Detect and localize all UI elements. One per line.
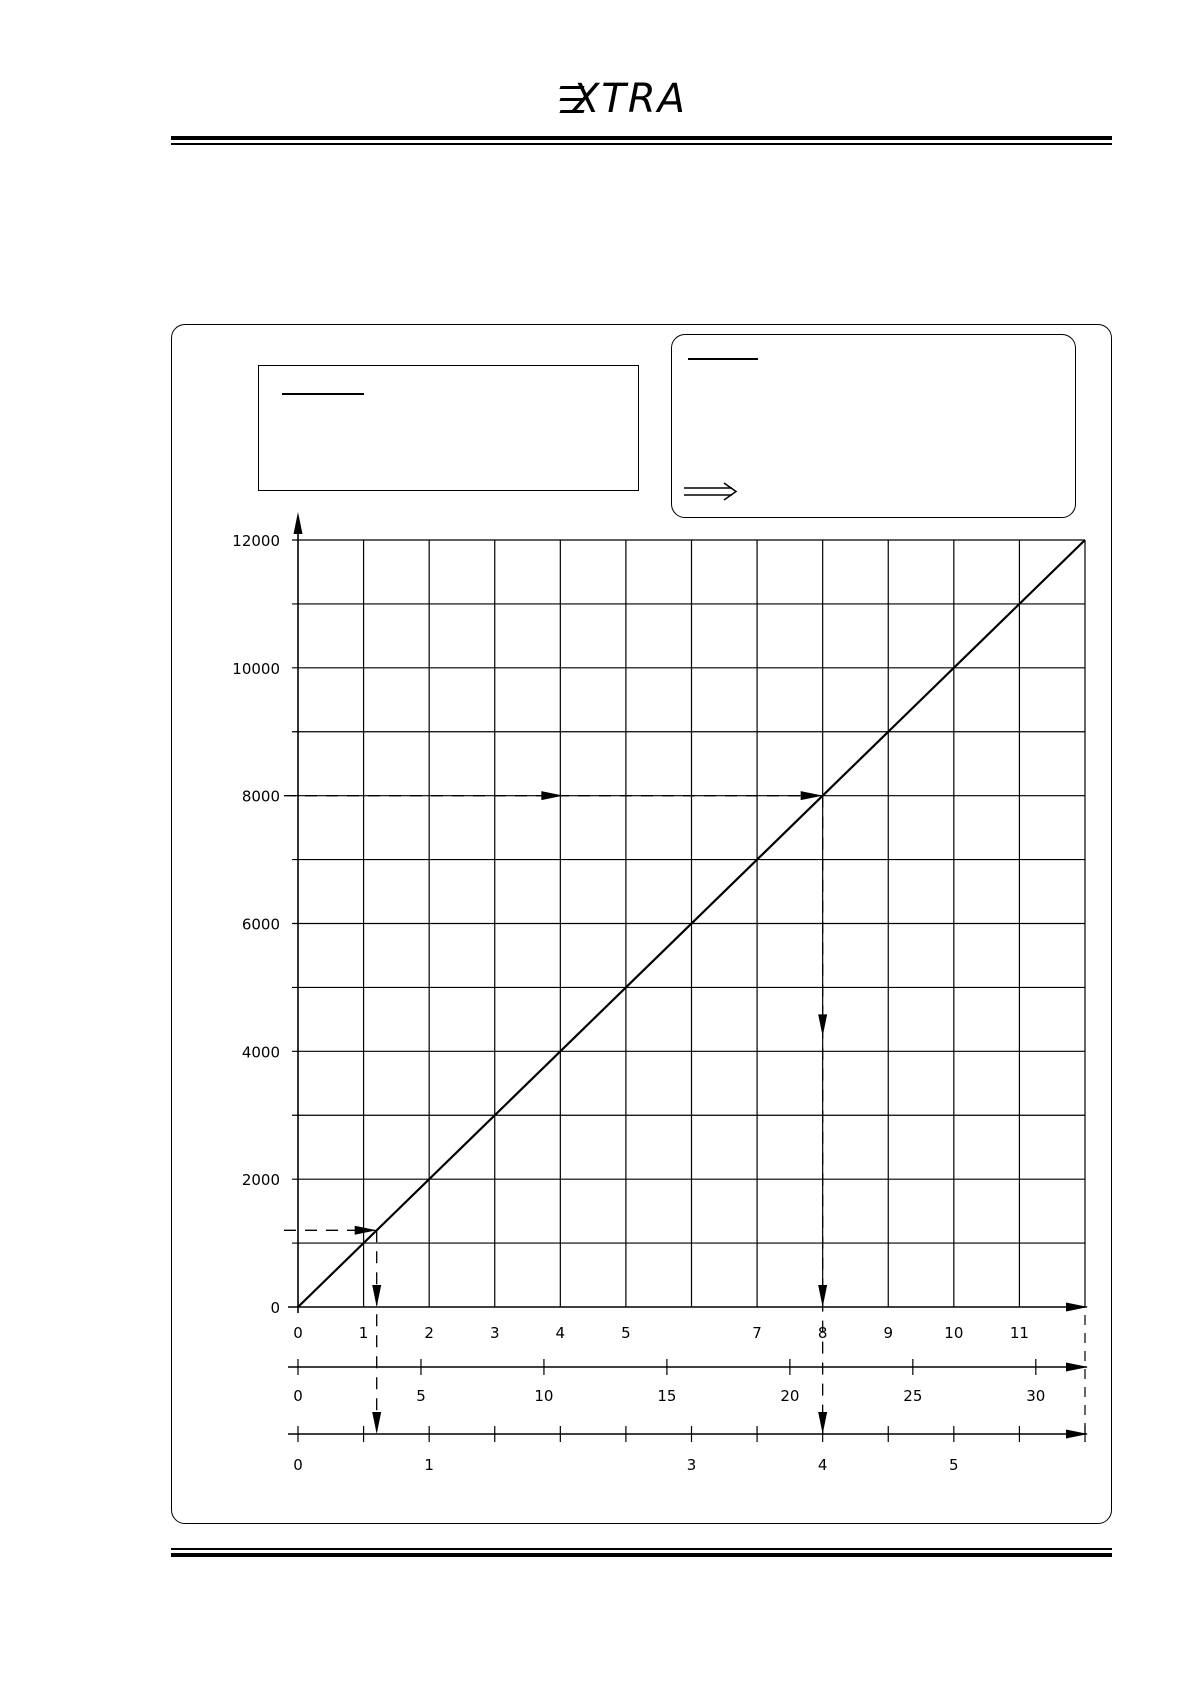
y-tick-label: 0: [270, 1299, 280, 1317]
footer-rule-thin: [171, 1548, 1112, 1550]
x-axis-2-tick-label: 15: [657, 1387, 677, 1405]
footer-rule: [171, 1553, 1112, 1557]
y-tick-label: 2000: [241, 1171, 280, 1190]
y-tick-label: 10000: [232, 659, 280, 678]
y-axis-arrow: [294, 512, 303, 534]
guide-arrow: [818, 1014, 827, 1036]
x-tick-label: 10: [944, 1324, 964, 1342]
x-axis-2-tick-label: 30: [1026, 1387, 1046, 1405]
y-tick-label: 8000: [241, 787, 280, 806]
x-tick-label: 7: [752, 1324, 762, 1342]
x-tick-label: 2: [424, 1324, 434, 1342]
x-axis-2-tick-label: 25: [903, 1387, 923, 1405]
logo-text: XTRA: [572, 76, 687, 122]
x-axis-2-tick-label: 5: [416, 1387, 426, 1405]
x-axis-3-tick-label: 0: [293, 1456, 303, 1474]
x-axis-3-tick-label: 4: [817, 1456, 828, 1474]
x-axis-2-tick-label: 20: [780, 1387, 800, 1405]
guide-arrow: [372, 1412, 381, 1434]
x-tick-label: 11: [1009, 1324, 1029, 1342]
x-tick-label: 3: [489, 1324, 500, 1342]
x-axis-3-tick-label: 1: [424, 1456, 434, 1474]
y-tick-label: 6000: [241, 915, 280, 934]
guide-arrow: [818, 1412, 827, 1434]
guide-arrow: [818, 1285, 827, 1307]
x-axis-2-tick-label: 10: [534, 1387, 554, 1405]
x-tick-label: 9: [883, 1324, 894, 1342]
x-axis-3-tick-label: 3: [686, 1456, 697, 1474]
x-tick-label: 4: [555, 1324, 566, 1342]
x-tick-label: 0: [293, 1324, 303, 1342]
x-axis-2-tick-label: 0: [293, 1387, 303, 1405]
y-tick-label: 12000: [232, 532, 280, 550]
guide-arrow: [372, 1285, 381, 1307]
x-axis-3-tick-label: 5: [949, 1456, 959, 1474]
x-tick-label: 5: [621, 1324, 631, 1342]
x-tick-label: 1: [358, 1324, 369, 1342]
x-tick-label: 8: [817, 1324, 828, 1342]
y-tick-label: 4000: [241, 1043, 280, 1062]
